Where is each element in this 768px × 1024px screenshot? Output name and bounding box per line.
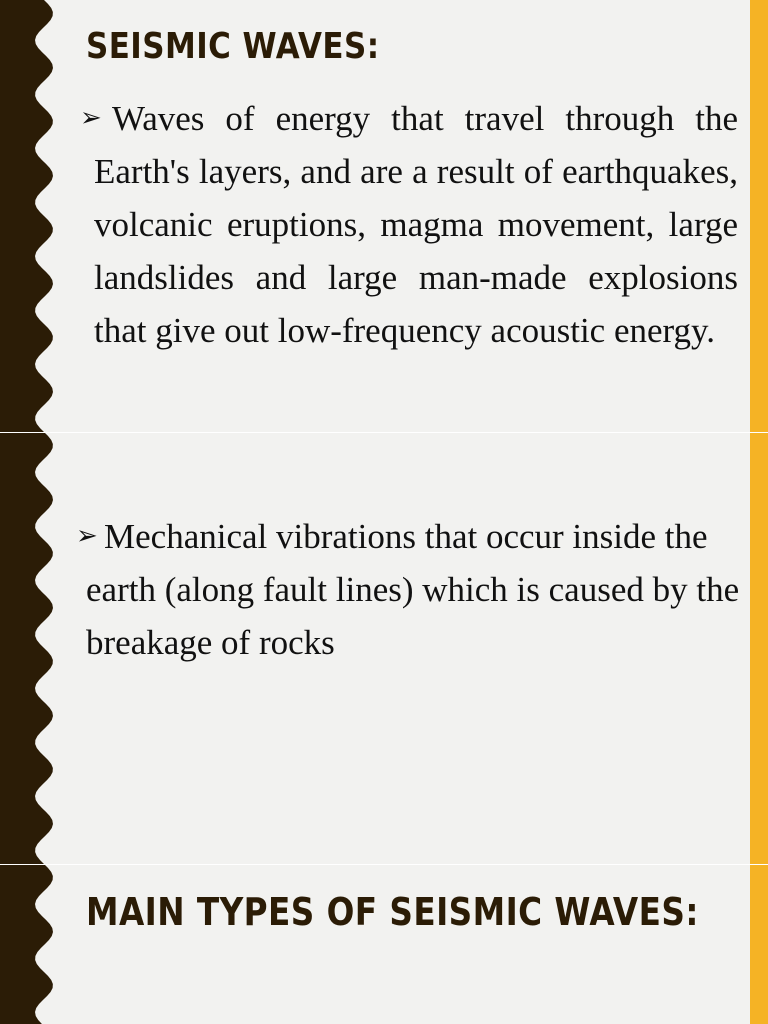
accent-stripe bbox=[750, 0, 768, 1024]
slide-title-seismic-waves: SEISMIC WAVES: bbox=[86, 26, 380, 67]
wavy-border bbox=[0, 0, 60, 1024]
arrowhead-bullet-icon: ➢ bbox=[76, 521, 98, 551]
slide-title-main-types: MAIN TYPES OF SEISMIC WAVES: bbox=[86, 890, 699, 934]
slide-divider-1 bbox=[0, 432, 768, 433]
definition-paragraph-2: Mechanical vibrations that occur inside the earth (along fault lines) which is caused by the breakage of rocks bbox=[86, 517, 740, 662]
slide-divider-2 bbox=[0, 864, 768, 865]
definition-paragraph-1: Waves of energy that travel through the Earth's layers, and are a result of earthquakes, volcanic eruptions, magma movement, large landslides and large man-made explosions that give out low-frequency acoustic energy. bbox=[94, 99, 738, 350]
arrowhead-bullet-icon: ➢ bbox=[80, 103, 102, 133]
